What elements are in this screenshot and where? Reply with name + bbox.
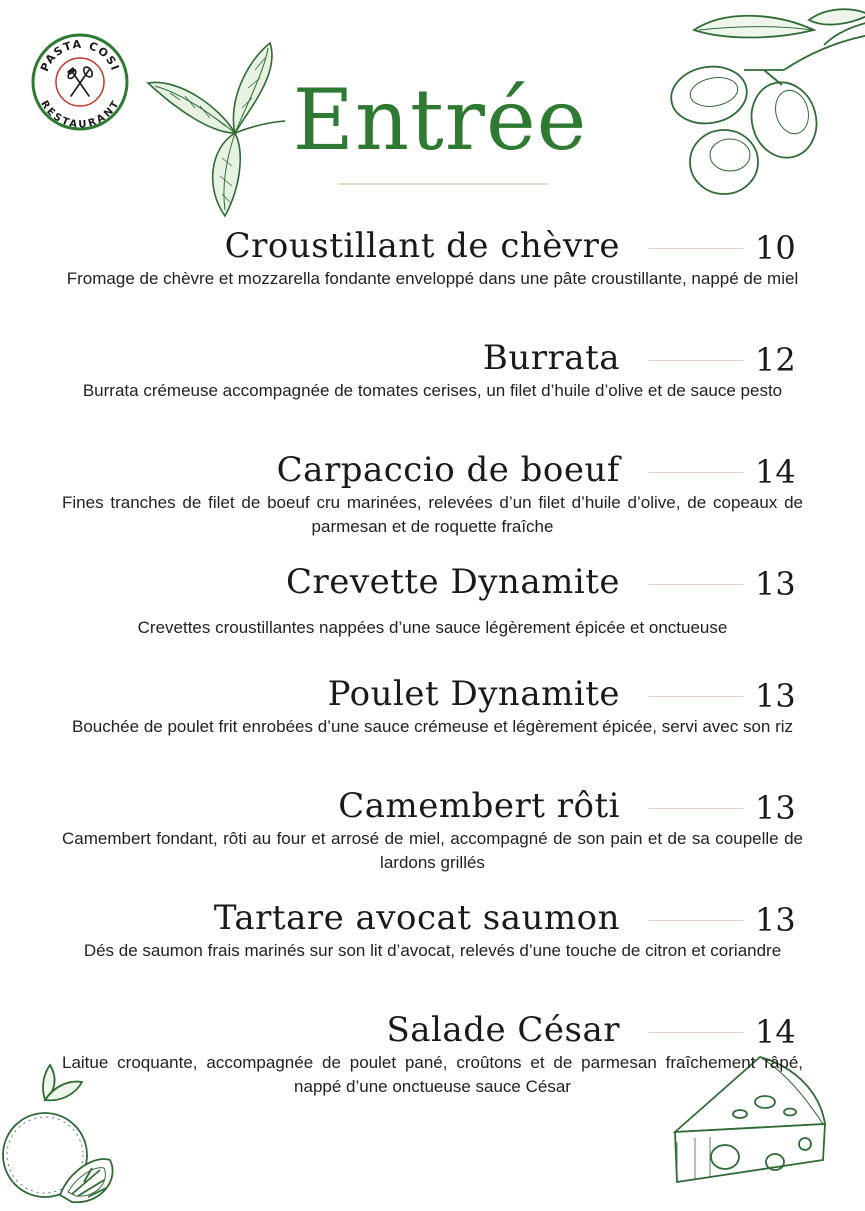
item-name: Tartare avocat saumon — [213, 898, 620, 938]
price-leader-line — [648, 808, 744, 809]
item-description: Fromage de chèvre et mozzarella fondante enveloppé dans une pâte croustillante, nappé de miel — [66, 269, 799, 288]
menu-item — [0, 672, 865, 784]
item-price: 14 — [755, 1013, 796, 1051]
menu-item — [0, 1008, 865, 1120]
menu-list — [0, 224, 865, 1120]
price-leader-line — [648, 360, 744, 361]
item-name: Burrata — [482, 338, 620, 378]
item-description: Fines tranches de filet de boeuf cru marinées, relevées d’un filet d’huile d’olive, de copeaux de parmesan et de roquette fraîche — [62, 493, 803, 536]
item-price: 10 — [755, 229, 796, 267]
item-price: 13 — [755, 789, 796, 827]
price-leader-line — [648, 696, 744, 697]
price-leader-line — [648, 920, 744, 921]
page-title: Entrée — [292, 71, 588, 169]
price-leader-line — [648, 472, 744, 473]
item-description: Laitue croquante, accompagnée de poulet pané, croûtons et de parmesan fraîchement râpé, nappé d’une onctueuse sauce César — [62, 1053, 803, 1096]
menu-item — [0, 896, 865, 1008]
item-name: Salade César — [386, 1010, 620, 1050]
item-name: Camembert rôti — [338, 786, 620, 826]
item-name: Carpaccio de boeuf — [276, 450, 620, 490]
menu-item — [0, 448, 865, 560]
price-leader-line — [648, 584, 744, 585]
basil-leaves-icon — [140, 38, 285, 218]
menu-item — [0, 784, 865, 896]
logo-bottom-text: RESTAURANT — [38, 98, 122, 131]
item-name: Poulet Dynamite — [327, 674, 620, 714]
title-divider — [338, 183, 548, 185]
item-price: 12 — [755, 341, 796, 379]
item-description: Camembert fondant, rôti au four et arrosé de miel, accompagné de son pain et de sa coupelle de lardons grillés — [62, 829, 803, 872]
item-description: Dés de saumon frais marinés sur son lit d’avocat, relevés d’une touche de citron et coriandre — [83, 941, 782, 960]
item-name: Crevette Dynamite — [285, 562, 620, 602]
price-leader-line — [648, 248, 744, 249]
item-price: 13 — [755, 565, 796, 603]
item-description: Burrata crémeuse accompagnée de tomates cerises, un filet d’huile d’olive et de sauce pesto — [82, 381, 783, 400]
price-leader-line — [648, 1032, 744, 1033]
item-price: 14 — [755, 453, 796, 491]
menu-item — [0, 560, 865, 672]
item-description: Crevettes croustillantes nappées d’une sauce légèrement épicée et onctueuse — [137, 618, 728, 637]
menu-item — [0, 336, 865, 448]
item-price: 13 — [755, 677, 796, 715]
item-description: Bouchée de poulet frit enrobées d’une sauce crémeuse et légèrement épicée, servi avec son riz — [71, 717, 794, 736]
item-name: Croustillant de chèvre — [224, 226, 620, 266]
restaurant-logo — [30, 32, 130, 132]
item-price: 13 — [755, 901, 796, 939]
logo-top-text: PASTA COSI — [38, 37, 123, 74]
menu-item — [0, 224, 865, 336]
olive-branch-icon — [664, 0, 865, 205]
